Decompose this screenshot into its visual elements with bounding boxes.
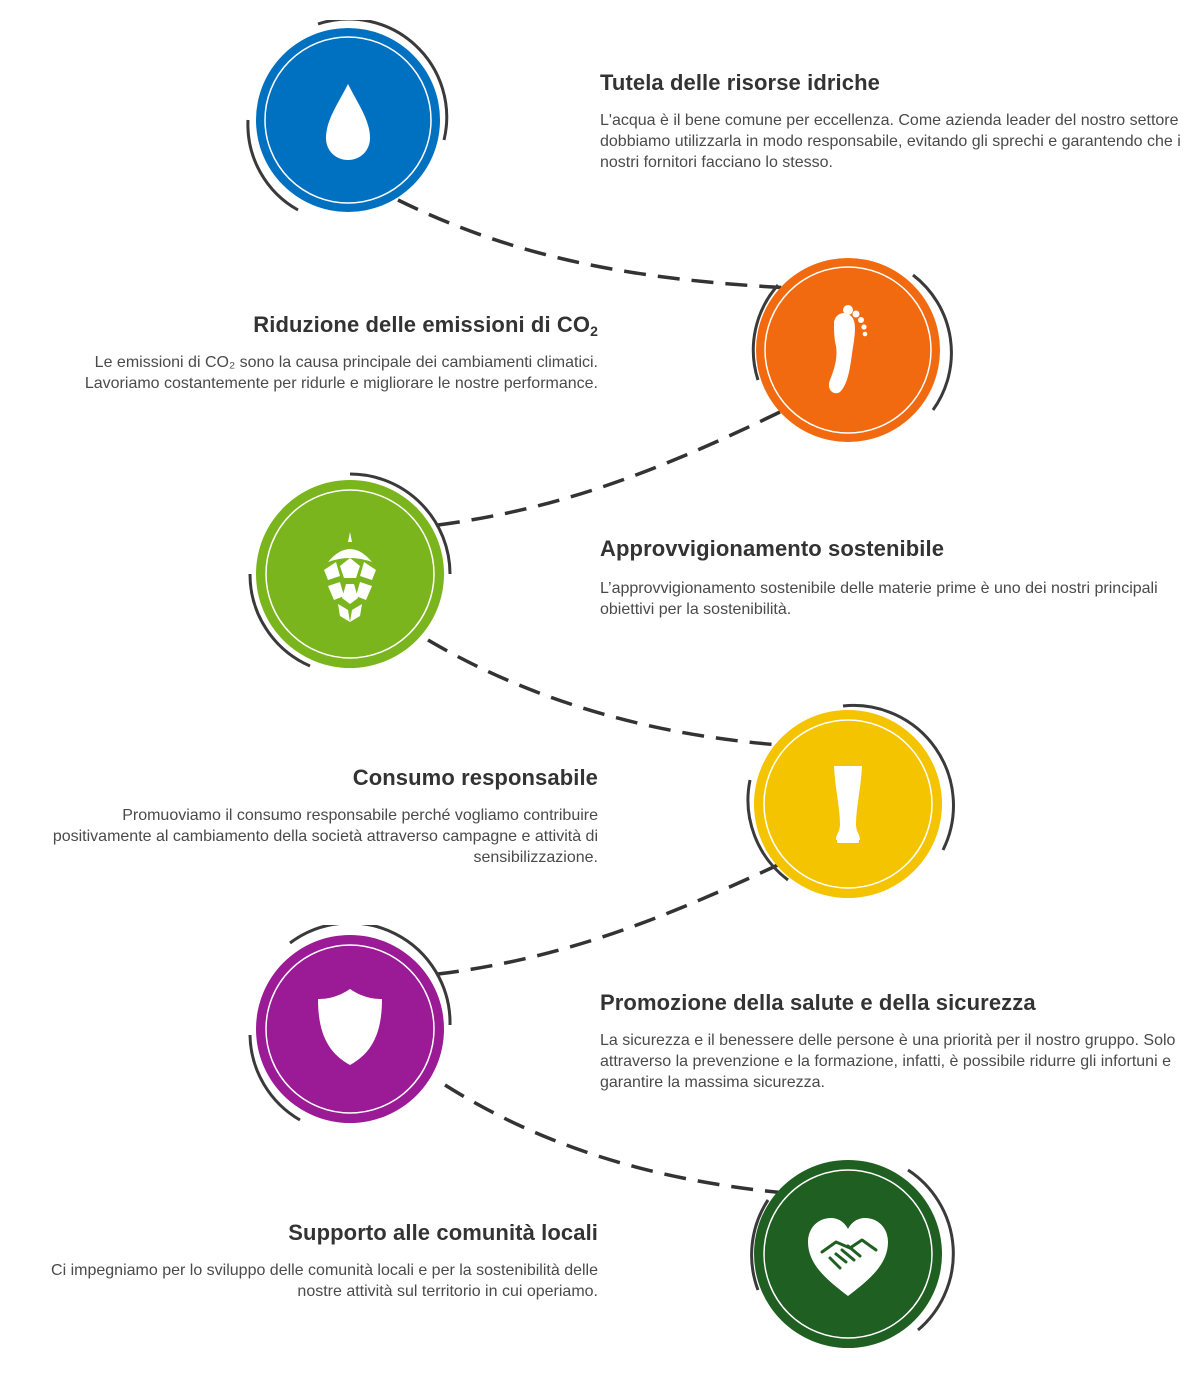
item-community <box>30 1220 598 1302</box>
item-sourcing <box>600 536 1190 620</box>
item-text: Ci impegniamo per lo sviluppo delle comunità locali e per la sostenibilità delle nostre attività sul territorio in cui operiamo. <box>51 1262 598 1300</box>
item-text: L’approvvigionamento sostenibile delle materie prime è uno dei nostri principali obiettivi per la sostenibilità. <box>600 580 1158 618</box>
item-title: Consumo responsabile <box>352 765 598 790</box>
consumption-circle <box>738 700 958 910</box>
item-title: Tutela delle risorse idriche <box>600 70 880 95</box>
water-circle <box>238 20 458 220</box>
item-health <box>600 990 1190 1093</box>
item-text: Promuoviamo il consumo responsabile perché vogliamo contribuire positivamente al cambiamento della società attraverso campagne e attività di sensibilizzazione. <box>52 807 598 866</box>
item-co2 <box>30 312 598 394</box>
item-text: La sicurezza e il benessere delle persone è una priorità per il nostro gruppo. Solo attraverso la prevenzione e la formazione, infatti, è possibile ridurre gli infortuni e garantire la massima sicurezza. <box>600 1032 1176 1091</box>
connector-5-6 <box>445 1085 785 1193</box>
item-title: Promozione della salute e della sicurezza <box>600 990 1036 1015</box>
item-consumption <box>30 765 598 868</box>
item-title-main: Riduzione delle emissioni di CO <box>253 312 591 337</box>
connector-3-4 <box>428 640 780 745</box>
community-circle <box>738 1150 958 1360</box>
co2-circle <box>738 250 958 450</box>
item-text: Le emissioni di CO₂ sono la causa principale dei cambiamenti climatici. Lavoriamo costantemente per ridurle e migliorare le nostre performance. <box>84 354 598 392</box>
connector-2-3 <box>430 412 780 526</box>
item-title-subscript: 2 <box>590 323 598 339</box>
item-title <box>30 312 598 338</box>
item-title: Supporto alle comunità locali <box>288 1220 598 1245</box>
connector-4-5 <box>430 864 780 975</box>
item-title: Approvvigionamento sostenibile <box>600 536 945 561</box>
item-water <box>600 70 1190 173</box>
sourcing-circle <box>240 470 460 680</box>
health-circle <box>240 925 460 1135</box>
item-text: L'acqua è il bene comune per eccellenza. Come azienda leader del nostro settore dobbiamo utilizzarla in modo responsabile, evitando gli sprechi e garantendo che i nostri fornitori facciano lo stesso. <box>600 112 1181 171</box>
